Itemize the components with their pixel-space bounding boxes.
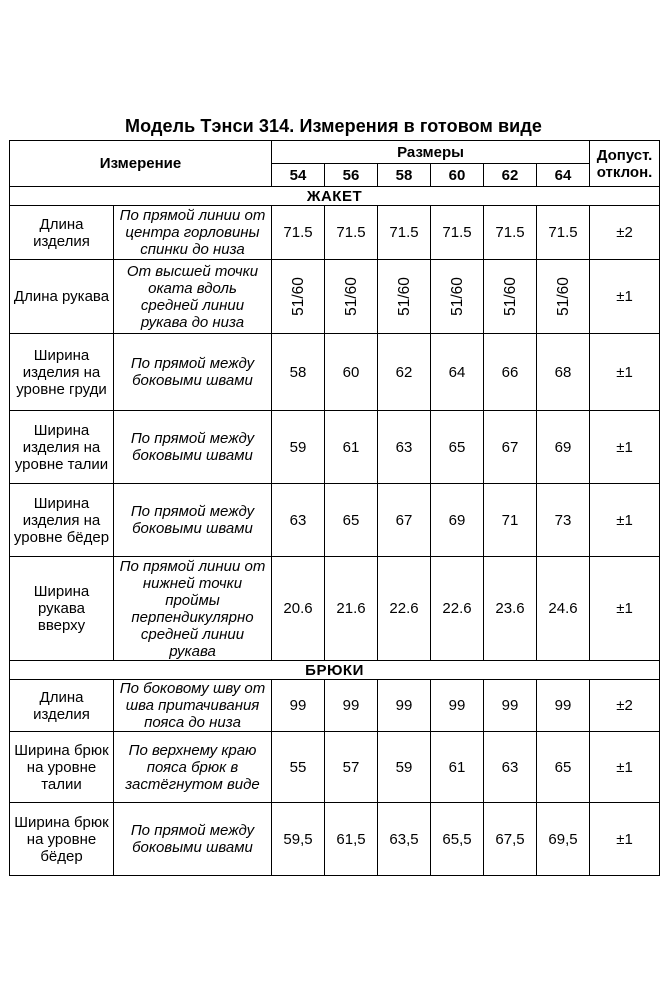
- size-value: 67,5: [484, 803, 537, 876]
- size-value: 22.6: [378, 557, 431, 661]
- size-value: 63: [378, 411, 431, 484]
- tolerance-value: ±1: [590, 260, 660, 334]
- header-size: 56: [325, 164, 378, 187]
- size-value: 71.5: [325, 206, 378, 260]
- size-value: 61,5: [325, 803, 378, 876]
- size-value: 63: [484, 732, 537, 803]
- size-value: 68: [537, 334, 590, 411]
- header-size: 58: [378, 164, 431, 187]
- measurement-name: Длина рукава: [10, 260, 114, 334]
- table-row: [10, 732, 660, 803]
- size-value: 61: [325, 411, 378, 484]
- size-value: 61: [431, 732, 484, 803]
- table-row: [10, 206, 660, 260]
- size-value: 69,5: [537, 803, 590, 876]
- table-row: [10, 557, 660, 661]
- size-value: 59,5: [272, 803, 325, 876]
- tolerance-value: ±1: [590, 484, 660, 557]
- measurements-table: [9, 140, 660, 876]
- measurement-name: Длина изделия: [10, 206, 114, 260]
- size-value-cell: [431, 260, 484, 334]
- size-value: 57: [325, 732, 378, 803]
- size-value: 69: [431, 484, 484, 557]
- measurement-description: От высшей точки оката вдоль средней линии рукава до низа: [114, 260, 272, 334]
- size-value-cell: [537, 260, 590, 334]
- measurement-name: Длина изделия: [10, 680, 114, 732]
- size-value-cell: [378, 260, 431, 334]
- size-value: 23.6: [484, 557, 537, 661]
- size-value: 51/60: [342, 277, 360, 316]
- size-value: 62: [378, 334, 431, 411]
- header-sizes: Размеры: [272, 141, 590, 164]
- size-value: 99: [431, 680, 484, 732]
- measurement-name: Ширина изделия на уровне талии: [10, 411, 114, 484]
- size-value: 64: [431, 334, 484, 411]
- size-value: 20.6: [272, 557, 325, 661]
- size-value: 65: [537, 732, 590, 803]
- size-value: 71: [484, 484, 537, 557]
- tolerance-value: ±2: [590, 680, 660, 732]
- section-title: ЖАКЕТ: [10, 187, 660, 206]
- size-value: 65: [431, 411, 484, 484]
- table-row: [10, 260, 660, 334]
- tolerance-value: ±1: [590, 557, 660, 661]
- size-value: 71.5: [537, 206, 590, 260]
- size-value: 71.5: [378, 206, 431, 260]
- size-value: 51/60: [554, 277, 572, 316]
- size-value: 22.6: [431, 557, 484, 661]
- size-value: 65,5: [431, 803, 484, 876]
- document-title: Модель Тэнси 314. Измерения в готовом виде: [125, 116, 542, 136]
- size-value: 51/60: [448, 277, 466, 316]
- header-size: 60: [431, 164, 484, 187]
- size-value: 24.6: [537, 557, 590, 661]
- size-value: 99: [325, 680, 378, 732]
- measurement-description: По прямой между боковыми швами: [114, 334, 272, 411]
- size-value: 73: [537, 484, 590, 557]
- size-value: 66: [484, 334, 537, 411]
- size-value: 51/60: [501, 277, 519, 316]
- size-value: 51/60: [395, 277, 413, 316]
- table-row: [10, 334, 660, 411]
- size-value: 65: [325, 484, 378, 557]
- size-value: 71.5: [484, 206, 537, 260]
- header-size: 62: [484, 164, 537, 187]
- table-row: [10, 803, 660, 876]
- tolerance-value: ±1: [590, 411, 660, 484]
- size-value: 99: [272, 680, 325, 732]
- size-value-cell: [325, 260, 378, 334]
- table-row: [10, 680, 660, 732]
- size-value: 71.5: [431, 206, 484, 260]
- size-value-cell: [484, 260, 537, 334]
- tolerance-value: ±1: [590, 334, 660, 411]
- measurement-name: Ширина брюк на уровне бёдер: [10, 803, 114, 876]
- measurement-description: По прямой линии от центра горловины спинки до низа: [114, 206, 272, 260]
- size-value: 69: [537, 411, 590, 484]
- size-value: 58: [272, 334, 325, 411]
- size-value: 99: [537, 680, 590, 732]
- section-title: БРЮКИ: [10, 661, 660, 680]
- measurement-description: По боковому шву от шва притачивания пояса до низа: [114, 680, 272, 732]
- size-value: 99: [378, 680, 431, 732]
- size-value: 99: [484, 680, 537, 732]
- size-value-cell: [272, 260, 325, 334]
- table-row: [10, 484, 660, 557]
- tolerance-value: ±2: [590, 206, 660, 260]
- header-tolerance: Допуст. отклон.: [590, 141, 660, 187]
- measurement-description: По прямой между боковыми швами: [114, 803, 272, 876]
- measurement-description: По прямой между боковыми швами: [114, 411, 272, 484]
- size-value: 63,5: [378, 803, 431, 876]
- measurement-description: По прямой линии от нижней точки проймы перпендикулярно средней линии рукава: [114, 557, 272, 661]
- measurement-name: Ширина брюк на уровне талии: [10, 732, 114, 803]
- size-value: 60: [325, 334, 378, 411]
- size-value: 21.6: [325, 557, 378, 661]
- measurement-description: По верхнему краю пояса брюк в застёгнутом виде: [114, 732, 272, 803]
- tolerance-value: ±1: [590, 803, 660, 876]
- measurement-description: По прямой между боковыми швами: [114, 484, 272, 557]
- header-measurement: Измерение: [10, 141, 272, 187]
- size-value: 59: [272, 411, 325, 484]
- size-value: 67: [378, 484, 431, 557]
- tolerance-value: ±1: [590, 732, 660, 803]
- table-row: [10, 411, 660, 484]
- size-value: 67: [484, 411, 537, 484]
- header-size: 64: [537, 164, 590, 187]
- measurement-name: Ширина изделия на уровне груди: [10, 334, 114, 411]
- measurement-name: Ширина изделия на уровне бёдер: [10, 484, 114, 557]
- size-value: 55: [272, 732, 325, 803]
- size-value: 51/60: [289, 277, 307, 316]
- size-value: 63: [272, 484, 325, 557]
- measurement-name: Ширина рукава вверху: [10, 557, 114, 661]
- size-value: 71.5: [272, 206, 325, 260]
- header-size: 54: [272, 164, 325, 187]
- size-value: 59: [378, 732, 431, 803]
